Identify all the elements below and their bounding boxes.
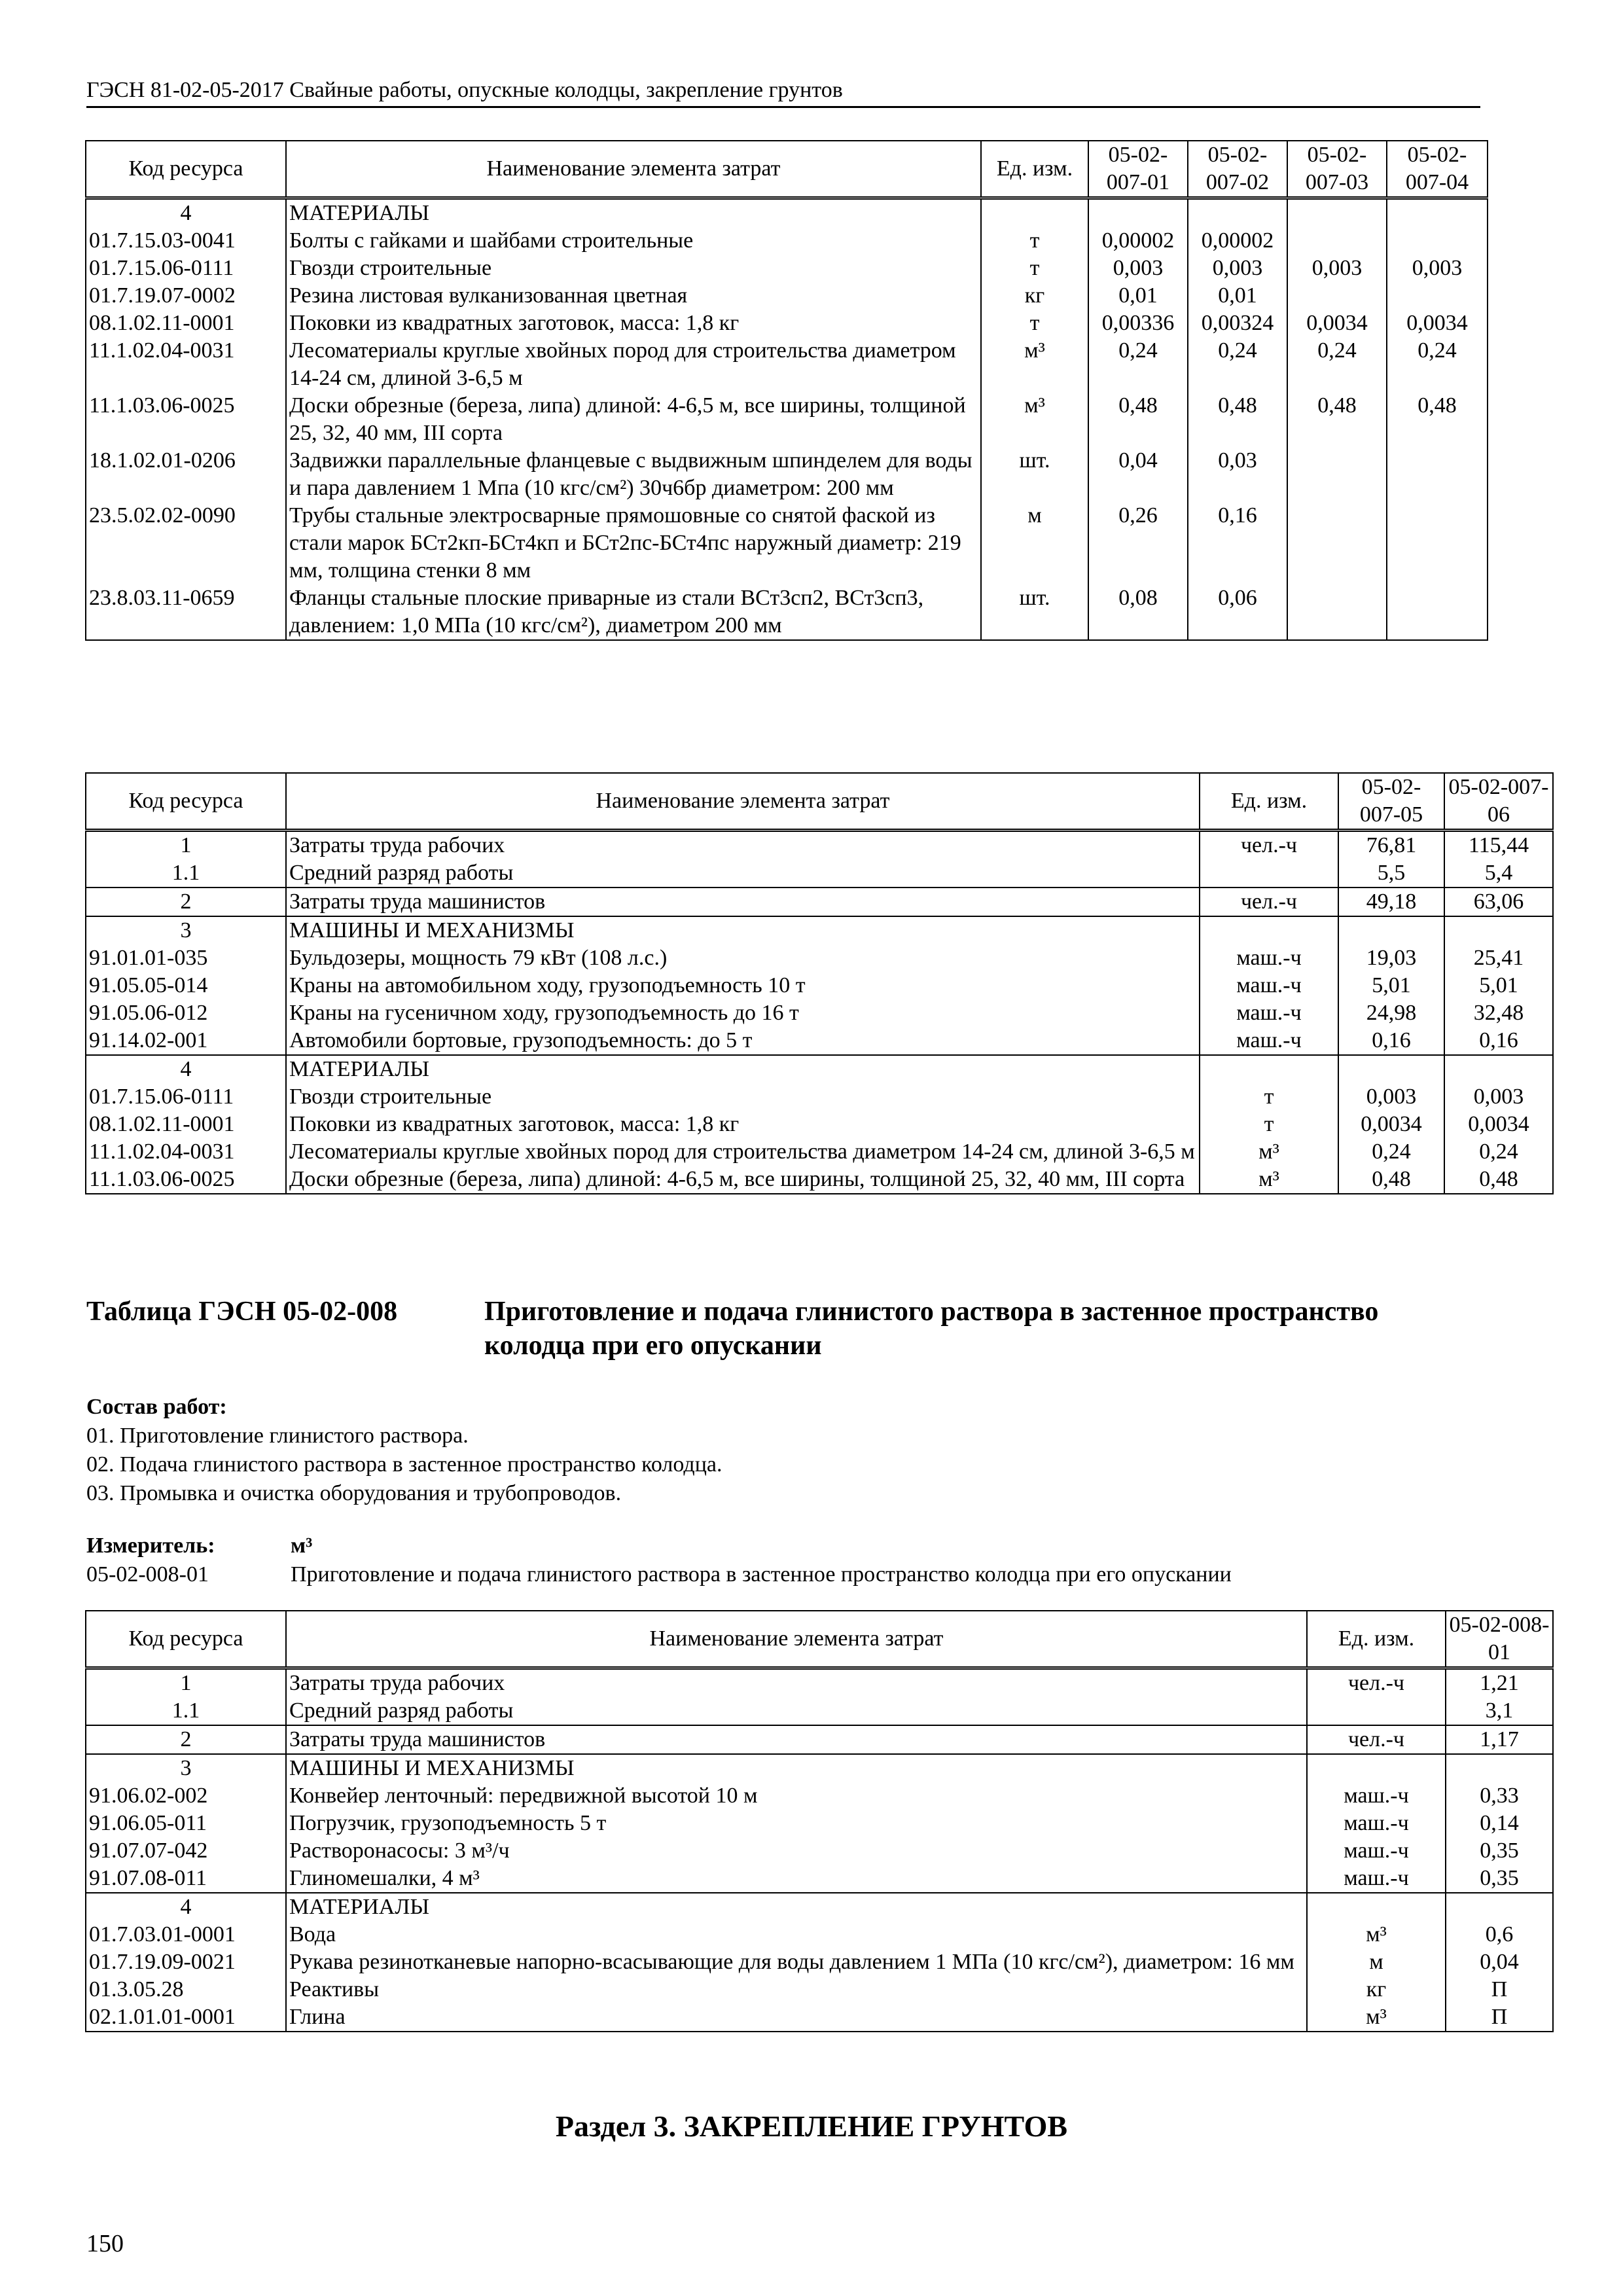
rate-value: 0,003 (1287, 255, 1387, 282)
group-row (86, 1754, 1553, 1782)
table-header-row (86, 141, 1488, 198)
rate-value (1387, 502, 1488, 584)
resource-unit: т (981, 310, 1088, 337)
rate-value: 63,06 (1444, 888, 1553, 916)
resource-code: 23.8.03.11-0659 (86, 584, 286, 640)
col-header-name: Наименование элемента затрат (286, 773, 1200, 831)
group-code: 4 (86, 198, 286, 228)
rate-value: 0,48 (1287, 392, 1387, 447)
resource-unit: м³ (1307, 1921, 1446, 1948)
resource-code: 1.1 (86, 1697, 286, 1725)
resource-code: 11.1.03.06-0025 (86, 392, 286, 447)
item-code: 05-02-008-01 (86, 1562, 209, 1587)
rate-value: 0,16 (1338, 1027, 1444, 1055)
resource-code: 91.14.02-001 (86, 1027, 286, 1055)
resource-name: Средний разряд работы (286, 1697, 1307, 1725)
group-name: МАТЕРИАЛЫ (286, 1893, 1307, 1921)
rate-value: 49,18 (1338, 888, 1444, 916)
rate-value: 5,01 (1338, 972, 1444, 999)
group-name: МАШИНЫ И МЕХАНИЗМЫ (286, 1754, 1307, 1782)
rate-value: 0,35 (1446, 1837, 1553, 1865)
resource-unit: маш.-ч (1200, 972, 1338, 999)
resource-code: 08.1.02.11-0001 (86, 310, 286, 337)
col-header-rate: 05-02-007-04 (1387, 141, 1488, 198)
table-row (86, 1166, 1553, 1194)
measurer-block (86, 1532, 1232, 1589)
resource-code: 01.7.19.07-0002 (86, 282, 286, 310)
table-row (86, 1111, 1553, 1138)
rate-value: 0,24 (1088, 337, 1188, 392)
resource-unit: чел.-ч (1307, 1725, 1446, 1754)
col-header-rate: 05-02-007-06 (1444, 773, 1553, 831)
resource-name: Средний разряд работы (286, 859, 1200, 888)
rate-value: 3,1 (1446, 1697, 1553, 1725)
resource-unit: маш.-ч (1307, 1782, 1446, 1810)
resource-unit: шт. (981, 584, 1088, 640)
labor-row (86, 1668, 1553, 1698)
resource-unit: м³ (981, 337, 1088, 392)
resource-unit: м (1307, 1948, 1446, 1976)
resource-name: Затраты труда машинистов (286, 888, 1200, 916)
table-row (86, 1810, 1553, 1837)
resource-code: 91.01.01-035 (86, 944, 286, 972)
resource-unit: маш.-ч (1307, 1810, 1446, 1837)
labor-row (86, 1697, 1553, 1725)
resource-name: Доски обрезные (береза, липа) длиной: 4-6,5 м, все ширины, толщиной 25, 32, 40 мм, III сорта (286, 1166, 1200, 1194)
resource-code: 23.5.02.02-0090 (86, 502, 286, 584)
work-step: 03. Промывка и очистка оборудования и трубопроводов. (86, 1481, 622, 1505)
resource-unit: кг (981, 282, 1088, 310)
table-header-row (86, 773, 1553, 831)
resource-name: Затраты труда рабочих (286, 831, 1200, 860)
rate-value: 0,14 (1446, 1810, 1553, 1837)
resource-unit: т (981, 255, 1088, 282)
rate-value: 0,0034 (1338, 1111, 1444, 1138)
rate-value: 0,00336 (1088, 310, 1188, 337)
resource-table-007-05-06 (85, 772, 1554, 1194)
table-row (86, 1782, 1553, 1810)
rate-value (1287, 502, 1387, 584)
col-header-code: Код ресурса (86, 1611, 286, 1668)
resource-name: Поковки из квадратных заготовок, масса: 1,8 кг (286, 1111, 1200, 1138)
work-composition-heading: Состав работ: (86, 1395, 227, 1419)
rate-value: 0,0034 (1287, 310, 1387, 337)
resource-code: 1 (86, 831, 286, 860)
resource-unit: м³ (1200, 1166, 1338, 1194)
table-row (86, 944, 1553, 972)
table-title: Приготовление и подача глинистого раствора в застенное пространство колодца при его опускании (484, 1297, 1379, 1361)
rate-value: 5,5 (1338, 859, 1444, 888)
rate-value: 0,24 (1444, 1138, 1553, 1166)
resource-code: 2 (86, 1725, 286, 1754)
resource-name: Автомобили бортовые, грузоподъемность: до 5 т (286, 1027, 1200, 1055)
resource-name: Фланцы стальные плоские приварные из стали ВСт3сп2, ВСт3сп3, давлением: 1,0 МПа (10 кгс/см²), диаметром 200 мм (286, 584, 981, 640)
resource-code: 91.06.02-002 (86, 1782, 286, 1810)
resource-unit: чел.-ч (1200, 831, 1338, 860)
labor-row (86, 888, 1553, 916)
resource-code: 1.1 (86, 859, 286, 888)
resource-unit: чел.-ч (1307, 1668, 1446, 1698)
rate-value: 0,24 (1387, 337, 1488, 392)
resource-code: 2 (86, 888, 286, 916)
rate-value: 0,003 (1338, 1083, 1444, 1111)
rate-value: 0,01 (1088, 282, 1188, 310)
table-row (86, 972, 1553, 999)
group-row (86, 1893, 1553, 1921)
resource-name: Резина листовая вулканизованная цветная (286, 282, 981, 310)
resource-name: Конвейер ленточный: передвижной высотой 10 м (286, 1782, 1307, 1810)
group-code: 3 (86, 916, 286, 944)
rate-value: 1,17 (1446, 1725, 1553, 1754)
resource-name: Вода (286, 1921, 1307, 1948)
resource-unit (1307, 1697, 1446, 1725)
group-name: МАШИНЫ И МЕХАНИЗМЫ (286, 916, 1200, 944)
resource-code: 11.1.02.04-0031 (86, 1138, 286, 1166)
rate-value: 0,03 (1188, 447, 1287, 502)
rate-value: 0,00002 (1188, 227, 1287, 255)
running-header: ГЭСН 81-02-05-2017 Свайные работы, опускные колодцы, закрепление грунтов (86, 77, 1480, 108)
resource-code: 18.1.02.01-0206 (86, 447, 286, 502)
rate-value: 0,003 (1188, 255, 1287, 282)
work-step: 02. Подача глинистого раствора в застенное пространство колодца. (86, 1452, 722, 1477)
table-row (86, 999, 1553, 1027)
table-row (86, 227, 1488, 255)
resource-name: Трубы стальные электросварные прямошовные со снятой фаской из стали марок БСт2кп-БСт4кп и БСт2пс-БСт4пс наружный диаметр: 219 мм, толщина стенки 8 мм (286, 502, 981, 584)
resource-unit: кг (1307, 1976, 1446, 2003)
rate-value: 0,16 (1188, 502, 1287, 584)
rate-value: 0,48 (1088, 392, 1188, 447)
col-header-unit: Ед. изм. (1200, 773, 1338, 831)
rate-value: 0,0034 (1387, 310, 1488, 337)
resource-unit: маш.-ч (1200, 944, 1338, 972)
table-label: Таблица ГЭСН 05-02-008 (86, 1297, 398, 1327)
resource-name: Затраты труда машинистов (286, 1725, 1307, 1754)
resource-code: 01.7.15.06-0111 (86, 255, 286, 282)
group-code: 4 (86, 1055, 286, 1083)
resource-name: Реактивы (286, 1976, 1307, 2003)
resource-unit: шт. (981, 447, 1088, 502)
table-row (86, 1865, 1553, 1893)
rate-value: 19,03 (1338, 944, 1444, 972)
col-header-rate: 05-02-007-05 (1338, 773, 1444, 831)
col-header-name: Наименование элемента затрат (286, 1611, 1307, 1668)
rate-value (1287, 282, 1387, 310)
resource-name: Гвозди строительные (286, 1083, 1200, 1111)
resource-unit: м³ (981, 392, 1088, 447)
table-row (86, 447, 1488, 502)
resource-table-008-01 (85, 1610, 1554, 2032)
rate-value: 0,01 (1188, 282, 1287, 310)
rate-value: 0,6 (1446, 1921, 1553, 1948)
page-number: 150 (86, 2230, 124, 2257)
resource-unit: т (1200, 1111, 1338, 1138)
rate-value: 24,98 (1338, 999, 1444, 1027)
rate-value: 0,003 (1088, 255, 1188, 282)
rate-value (1287, 227, 1387, 255)
resource-code: 01.7.03.01-0001 (86, 1921, 286, 1948)
rate-value: 0,48 (1444, 1166, 1553, 1194)
rate-value: 32,48 (1444, 999, 1553, 1027)
resource-code: 01.7.19.09-0021 (86, 1948, 286, 1976)
resource-name: Рукава резинотканевые напорно-всасывающие для воды давлением 1 МПа (10 кгс/см²), диаметром: 16 мм (286, 1948, 1307, 1976)
rate-value (1287, 447, 1387, 502)
group-name: МАТЕРИАЛЫ (286, 1055, 1200, 1083)
group-name: МАТЕРИАЛЫ (286, 198, 981, 228)
rate-value (1387, 584, 1488, 640)
rate-value: 0,04 (1088, 447, 1188, 502)
group-row (86, 916, 1553, 944)
rate-value: 0,16 (1444, 1027, 1553, 1055)
resource-code: 02.1.01.01-0001 (86, 2003, 286, 2032)
labor-row (86, 831, 1553, 860)
table-header-row (86, 1611, 1553, 1668)
resource-unit: маш.-ч (1307, 1865, 1446, 1893)
resource-name: Задвижки параллельные фланцевые с выдвижным шпинделем для воды и пара давлением 1 Мпа (10 кгс/см²) 30ч6бр диаметром: 200 мм (286, 447, 981, 502)
table-row (86, 1948, 1553, 1976)
rate-value: 0,08 (1088, 584, 1188, 640)
resource-name: Краны на автомобильном ходу, грузоподъемность 10 т (286, 972, 1200, 999)
resource-code: 91.05.06-012 (86, 999, 286, 1027)
col-header-name: Наименование элемента затрат (286, 141, 981, 198)
resource-code: 01.7.15.03-0041 (86, 227, 286, 255)
table-row (86, 1138, 1553, 1166)
group-row (86, 1055, 1553, 1083)
measurer-label: Измеритель: (86, 1534, 215, 1558)
col-header-rate: 05-02-007-01 (1088, 141, 1188, 198)
rate-value: 0,33 (1446, 1782, 1553, 1810)
group-code: 4 (86, 1893, 286, 1921)
resource-name: Затраты труда рабочих (286, 1668, 1307, 1698)
rate-value: 0,26 (1088, 502, 1188, 584)
resource-unit: т (981, 227, 1088, 255)
rate-value (1387, 227, 1488, 255)
rate-value: 0,24 (1338, 1138, 1444, 1166)
resource-name: Глиномешалки, 4 м³ (286, 1865, 1307, 1893)
section-title: Раздел 3. ЗАКРЕПЛЕНИЕ ГРУНТОВ (555, 2109, 1068, 2143)
resource-code: 11.1.03.06-0025 (86, 1166, 286, 1194)
table-row (86, 310, 1488, 337)
rate-value: 5,4 (1444, 859, 1553, 888)
rate-value: 76,81 (1338, 831, 1444, 860)
rate-value: 0,003 (1444, 1083, 1553, 1111)
col-header-unit: Ед. изм. (981, 141, 1088, 198)
resource-code: 91.07.07-042 (86, 1837, 286, 1865)
rate-value: 0,04 (1446, 1948, 1553, 1976)
rate-value: 0,0034 (1444, 1111, 1553, 1138)
col-header-rate: 05-02-007-02 (1188, 141, 1287, 198)
resource-code: 91.05.05-014 (86, 972, 286, 999)
resource-unit: маш.-ч (1200, 1027, 1338, 1055)
table-row (86, 1837, 1553, 1865)
col-header-rate: 05-02-007-03 (1287, 141, 1387, 198)
resource-name: Растворонасосы: 3 м³/ч (286, 1837, 1307, 1865)
table-row (86, 502, 1488, 584)
rate-value: 0,35 (1446, 1865, 1553, 1893)
rate-value (1387, 282, 1488, 310)
resource-unit: т (1200, 1083, 1338, 1111)
rate-value: 0,00002 (1088, 227, 1188, 255)
rate-value (1287, 584, 1387, 640)
table-row (86, 255, 1488, 282)
resource-unit: м³ (1307, 2003, 1446, 2032)
resource-name: Краны на гусеничном ходу, грузоподъемность до 16 т (286, 999, 1200, 1027)
resource-code: 08.1.02.11-0001 (86, 1111, 286, 1138)
resource-unit: маш.-ч (1200, 999, 1338, 1027)
rate-value: 0,00324 (1188, 310, 1287, 337)
table-row (86, 1083, 1553, 1111)
item-text: Приготовление и подача глинистого раствора в застенное пространство колодца при его опускании (291, 1562, 1232, 1587)
table-row (86, 337, 1488, 392)
rate-value: 115,44 (1444, 831, 1553, 860)
rate-value: П (1446, 1976, 1553, 2003)
labor-row (86, 859, 1553, 888)
resource-name: Поковки из квадратных заготовок, масса: 1,8 кг (286, 310, 981, 337)
col-header-rate: 05-02-008-01 (1446, 1611, 1553, 1668)
resource-code: 91.07.08-011 (86, 1865, 286, 1893)
rate-value: 0,48 (1387, 392, 1488, 447)
resource-code: 91.06.05-011 (86, 1810, 286, 1837)
resource-unit: м³ (1200, 1138, 1338, 1166)
rate-value: 0,48 (1338, 1166, 1444, 1194)
group-row (86, 198, 1488, 228)
resource-name: Погрузчик, грузоподъемность 5 т (286, 1810, 1307, 1837)
work-step: 01. Приготовление глинистого раствора. (86, 1424, 469, 1448)
resource-unit: м (981, 502, 1088, 584)
table-row (86, 2003, 1553, 2032)
resource-unit: маш.-ч (1307, 1837, 1446, 1865)
labor-row (86, 1725, 1553, 1754)
resource-name: Доски обрезные (береза, липа) длиной: 4-6,5 м, все ширины, толщиной 25, 32, 40 мм, III сорта (286, 392, 981, 447)
group-code: 3 (86, 1754, 286, 1782)
rate-value: П (1446, 2003, 1553, 2032)
col-header-unit: Ед. изм. (1307, 1611, 1446, 1668)
resource-unit (1200, 859, 1338, 888)
col-header-code: Код ресурса (86, 773, 286, 831)
rate-value: 0,003 (1387, 255, 1488, 282)
rate-value: 0,24 (1287, 337, 1387, 392)
resource-code: 01.3.05.28 (86, 1976, 286, 2003)
rate-value: 0,48 (1188, 392, 1287, 447)
resource-name: Лесоматериалы круглые хвойных пород для строительства диаметром 14-24 см, длиной 3-6,5 м (286, 1138, 1200, 1166)
work-composition (86, 1393, 722, 1508)
rate-value: 1,21 (1446, 1668, 1553, 1698)
resource-code: 1 (86, 1668, 286, 1698)
resource-code: 11.1.02.04-0031 (86, 337, 286, 392)
table-row (86, 392, 1488, 447)
table-row (86, 1976, 1553, 2003)
rate-value: 25,41 (1444, 944, 1553, 972)
table-row (86, 1921, 1553, 1948)
rate-value: 0,06 (1188, 584, 1287, 640)
rate-value (1387, 447, 1488, 502)
resource-name: Лесоматериалы круглые хвойных пород для строительства диаметром 14-24 см, длиной 3-6,5 м (286, 337, 981, 392)
resource-name: Гвозди строительные (286, 255, 981, 282)
table-row (86, 584, 1488, 640)
rate-value: 5,01 (1444, 972, 1553, 999)
resource-code: 01.7.15.06-0111 (86, 1083, 286, 1111)
table-row (86, 1027, 1553, 1055)
resource-table-007-01-04 (85, 140, 1488, 641)
table-row (86, 282, 1488, 310)
resource-name: Болты с гайками и шайбами строительные (286, 227, 981, 255)
measurer-value: м³ (291, 1534, 313, 1558)
col-header-code: Код ресурса (86, 141, 286, 198)
rate-value: 0,24 (1188, 337, 1287, 392)
resource-name: Глина (286, 2003, 1307, 2032)
resource-name: Бульдозеры, мощность 79 кВт (108 л.с.) (286, 944, 1200, 972)
resource-unit: чел.-ч (1200, 888, 1338, 916)
